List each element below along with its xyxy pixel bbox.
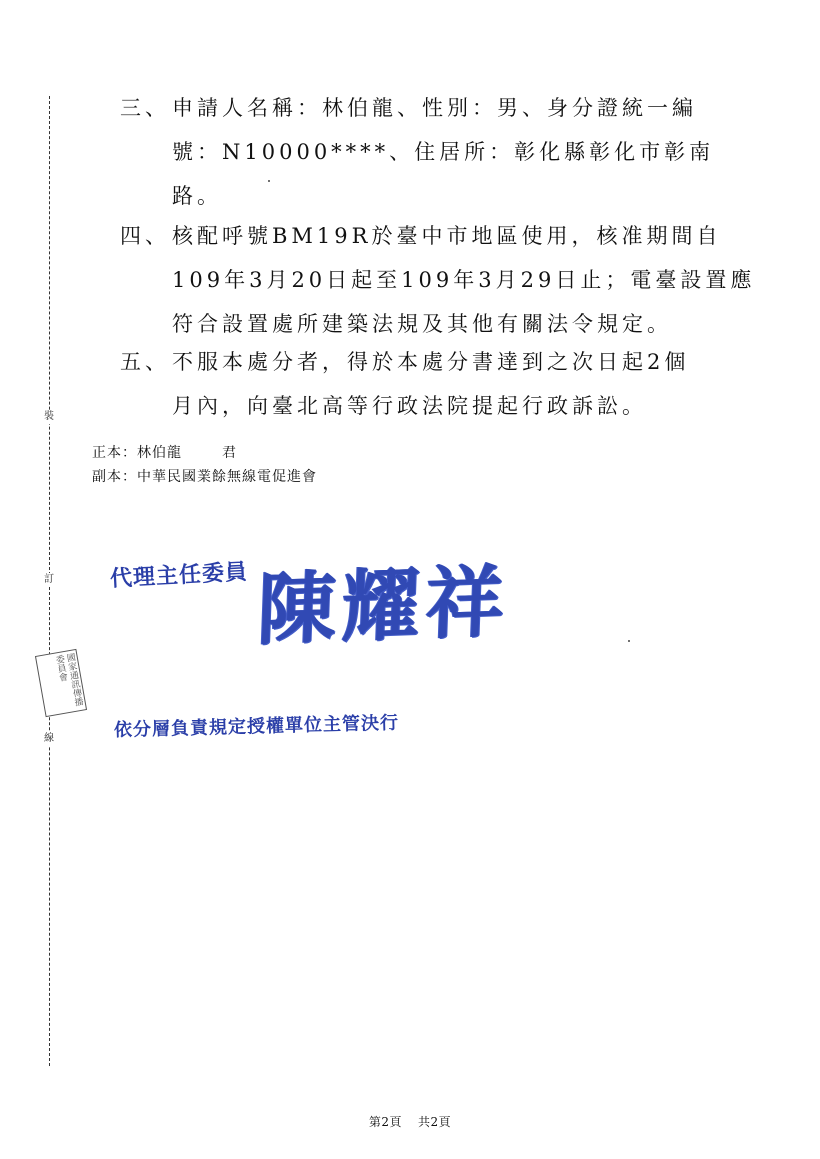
official-seal: 國家通訊傳播委員會 <box>35 649 87 717</box>
duplicate-name: 中華民國業餘無線電促進會 <box>137 469 317 485</box>
original-suffix: 君 <box>222 445 237 461</box>
scan-speck <box>628 640 630 642</box>
scan-speck <box>268 180 270 182</box>
page-number-current: 第2頁 <box>368 1115 402 1129</box>
signature-title: 代理主任委員 <box>109 558 249 592</box>
binding-char-zhuang: 裝 <box>41 410 57 424</box>
item-line: 申請人名稱：林伯龍、性別：男、身分證統一編 <box>172 96 697 120</box>
item-number: 五、 <box>120 350 170 374</box>
item-line: 核配呼號BM19R於臺中市地區使用，核准期間自 <box>172 224 722 248</box>
item-line: 月內，向臺北高等行政法院提起行政訴訟。 <box>172 394 647 418</box>
page-footer <box>0 1113 820 1130</box>
duplicate-recipient <box>92 466 317 486</box>
original-name: 林伯龍 <box>137 445 182 461</box>
item-line: 號：N10000****、住居所：彰化縣彰化市彰南 <box>172 140 715 164</box>
original-recipient <box>92 442 237 462</box>
page-number-total: 共2頁 <box>418 1115 452 1129</box>
delegation-stamp: 依分層負責規定授權單位主管決行 <box>113 712 400 741</box>
item-line: 不服本處分者，得於本處分書達到之次日起2個 <box>172 350 690 374</box>
original-label: 正本： <box>92 445 137 461</box>
item-line: 路。 <box>172 184 222 208</box>
item-line: 109年3月20日起至109年3月29日止；電臺設置應 <box>172 268 756 292</box>
duplicate-label: 副本： <box>92 469 137 485</box>
item-number: 三、 <box>120 96 170 120</box>
binding-char-ding: 訂 <box>41 573 57 587</box>
binding-char-xian: 線 <box>41 732 57 746</box>
signature-name-stamp: 陳耀祥 <box>256 556 512 657</box>
item-number: 四、 <box>120 224 170 248</box>
item-line: 符合設置處所建築法規及其他有關法令規定。 <box>172 312 672 336</box>
